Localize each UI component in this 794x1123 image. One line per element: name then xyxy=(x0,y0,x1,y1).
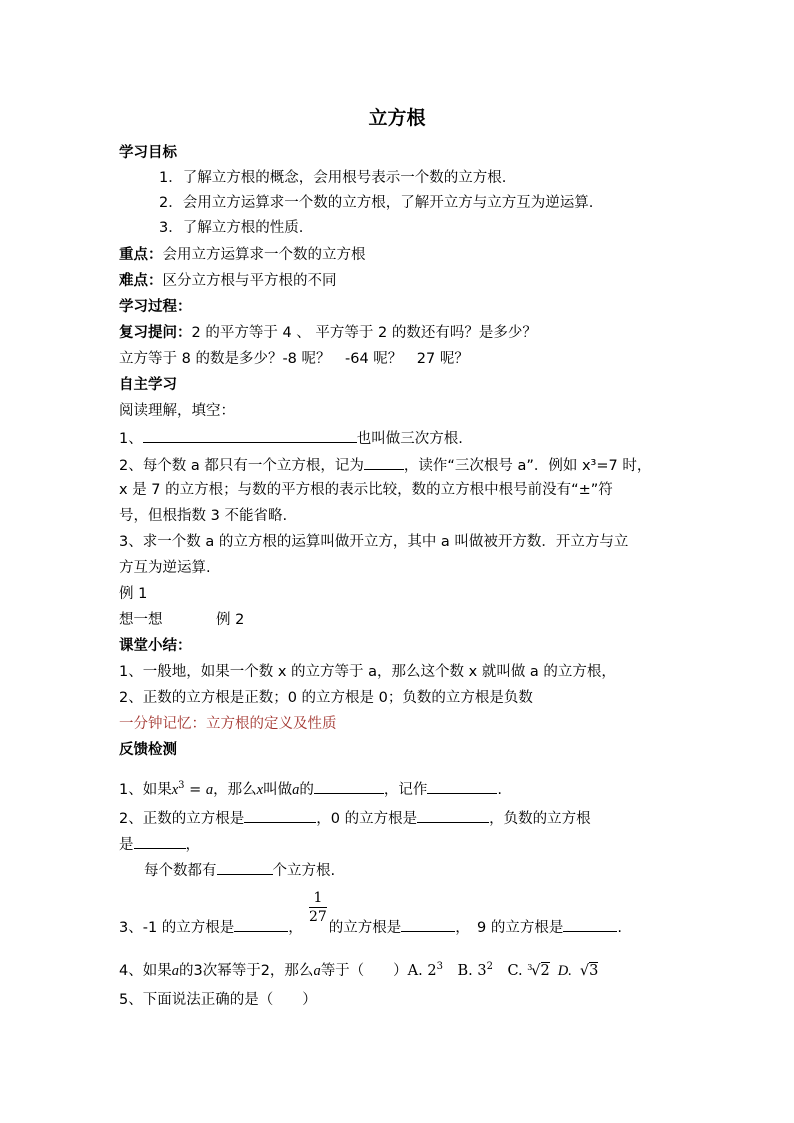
q2-text-d: 是 xyxy=(119,837,134,853)
key-point xyxy=(119,245,366,265)
q4-option-a-exp: 3 xyxy=(436,961,443,972)
page-title: 立方根 xyxy=(368,107,426,129)
feedback-q1 xyxy=(119,776,502,800)
fill-blank xyxy=(417,807,489,823)
root-index: 3 xyxy=(527,962,533,972)
self-study-item-3: 3、求一个数 a 的立方根的运算叫做开立方，其中 a 叫做被开方数．开立方与立 xyxy=(119,534,629,550)
q1-var-x: x xyxy=(171,781,179,798)
q2-text-c: ，负数的立方根 xyxy=(489,811,591,827)
q4-option-b: B. 3 xyxy=(442,962,487,979)
q3-text-c: 的立方根是 xyxy=(328,920,402,936)
q4-text-b: 的3次幂等于2，那么 xyxy=(178,962,314,979)
q3-text-a: 3、-1 的立方根是 xyxy=(119,920,235,936)
goal-item-3: 3．了解立方根的性质. xyxy=(159,220,304,236)
fraction-numerator: 1 xyxy=(309,889,327,908)
fill-blank xyxy=(234,916,288,932)
q3-text-b: ， xyxy=(288,920,303,936)
q4-option-b-exp: 2 xyxy=(486,961,493,972)
q1-var-a: a xyxy=(205,781,214,798)
difficulty-text: 区分立方根与平方根的不同 xyxy=(162,273,337,289)
feedback-q5: 5、下面说法正确的是（ ） xyxy=(119,992,317,1008)
review-text-1: 2 的平方等于 4 、 平方等于 2 的数还有吗？是多少？ xyxy=(191,325,537,341)
fill-blank xyxy=(134,833,186,849)
square-root-3 xyxy=(580,963,598,979)
review-line-1 xyxy=(119,323,537,343)
radicand: 3 xyxy=(589,962,599,979)
item-2-text-a: 2、每个数 a 都只有一个立方根，记为 xyxy=(119,458,364,474)
q3-end: . xyxy=(617,920,622,936)
fill-blank xyxy=(364,454,404,470)
self-study-item-2 xyxy=(119,454,651,476)
self-study-item-2-line-3: 号，但根指数 3 不能省略. xyxy=(119,508,288,524)
self-study-item-2-line-2: x 是 7 的立方根；与数的平方根的表示比较，数的立方根中根号前没有“±”符 xyxy=(119,482,613,498)
fraction-one-over-27 xyxy=(309,889,327,926)
q1-equals: = xyxy=(184,781,206,798)
fill-blank xyxy=(314,778,384,794)
q2-text-g: 个立方根. xyxy=(272,863,336,879)
think-label: 想一想 xyxy=(119,612,163,628)
process-heading: 学习过程： xyxy=(119,299,192,315)
q2-text-f: 每个数都有 xyxy=(144,863,217,879)
q2-text-b: ，0 的立方根是 xyxy=(316,811,418,827)
goals-heading: 学习目标 xyxy=(119,145,177,161)
feedback-q4 xyxy=(119,957,598,981)
key-text: 会用立方运算求一个数的立方根 xyxy=(162,247,366,263)
self-study-item-1 xyxy=(119,427,463,449)
q4-option-a: 等于（ ）A. 2 xyxy=(320,962,437,979)
q1-exponent: 3 xyxy=(178,780,185,791)
item-2-text-b: ，读作“三次根号 a”．例如 x³=7 时， xyxy=(403,458,652,474)
q4-var-a-2: a xyxy=(313,962,321,979)
feedback-q3 xyxy=(119,916,622,938)
cube-root-2 xyxy=(527,961,549,981)
summary-line-1: 1、一般地，如果一个数 x 的立方等于 a，那么这个数 x 就叫做 a 的立方根， xyxy=(119,664,616,680)
key-label: 重点： xyxy=(119,247,163,263)
fill-blank xyxy=(143,427,357,443)
example-2: 例 2 xyxy=(216,612,245,628)
q1-var-x-2: x xyxy=(256,781,264,798)
q1-text-c: 叫做 xyxy=(263,781,293,798)
summary-heading: 课堂小结： xyxy=(119,638,192,654)
q1-text: 1、如果 xyxy=(119,781,172,798)
goal-item-1: 1．了解立方根的概念，会用根号表示一个数的立方根. xyxy=(159,170,507,186)
q2-text-e: ， xyxy=(185,837,200,853)
difficulty-label: 难点： xyxy=(119,273,163,289)
self-study-heading: 自主学习 xyxy=(119,377,177,393)
fill-blank xyxy=(427,778,497,794)
summary-line-2: 2、正数的立方根是正数；0 的立方根是 0；负数的立方根是负数 xyxy=(119,690,533,706)
q1-text-d: 的 xyxy=(299,781,314,798)
q2-text-a: 2、正数的立方根是 xyxy=(119,811,245,827)
q4-text-a: 4、如果 xyxy=(119,962,172,979)
fill-blank xyxy=(563,916,617,932)
item-1-suffix: 也叫做三次方根. xyxy=(356,431,463,447)
fill-blank xyxy=(401,916,455,932)
q4-option-d-label: D. xyxy=(557,962,572,979)
q4-var-a: a xyxy=(171,962,179,979)
q3-text-d: ， 9 的立方根是 xyxy=(455,920,564,936)
goal-item-2: 2．会用立方运算求一个数的立方根，了解开立方与立方互为逆运算. xyxy=(159,195,594,211)
difficulty-point xyxy=(119,271,337,291)
feedback-q2 xyxy=(119,807,591,829)
q1-var-a-2: a xyxy=(292,781,300,798)
fill-blank xyxy=(244,807,316,823)
feedback-q2-line-2 xyxy=(119,833,200,855)
radical-icon: √ xyxy=(531,962,541,979)
q1-text-e: ，记作 xyxy=(383,781,428,798)
memory-line: 一分钟记忆：立方根的定义及性质 xyxy=(119,716,337,732)
fraction-denominator: 27 xyxy=(309,909,327,925)
item-1-prefix: 1、 xyxy=(119,431,143,447)
radicand: 2 xyxy=(540,962,550,979)
self-study-intro: 阅读理解，填空： xyxy=(119,403,235,419)
q1-text-b: ，那么 xyxy=(213,781,257,798)
review-line-2: 立方等于 8 的数是多少？-8 呢？ -64 呢？ 27 呢？ xyxy=(119,351,469,367)
q1-end: . xyxy=(497,781,502,798)
feedback-q2-line-3 xyxy=(144,859,335,881)
q4-option-c-label: C. xyxy=(492,962,528,979)
feedback-heading: 反馈检测 xyxy=(119,742,177,758)
fill-blank xyxy=(217,859,273,875)
example-1: 例 1 xyxy=(119,586,148,602)
review-label: 复习提问： xyxy=(119,325,192,341)
radical-icon: √ xyxy=(579,962,590,979)
self-study-item-3-line-2: 方互为逆运算. xyxy=(119,560,211,576)
